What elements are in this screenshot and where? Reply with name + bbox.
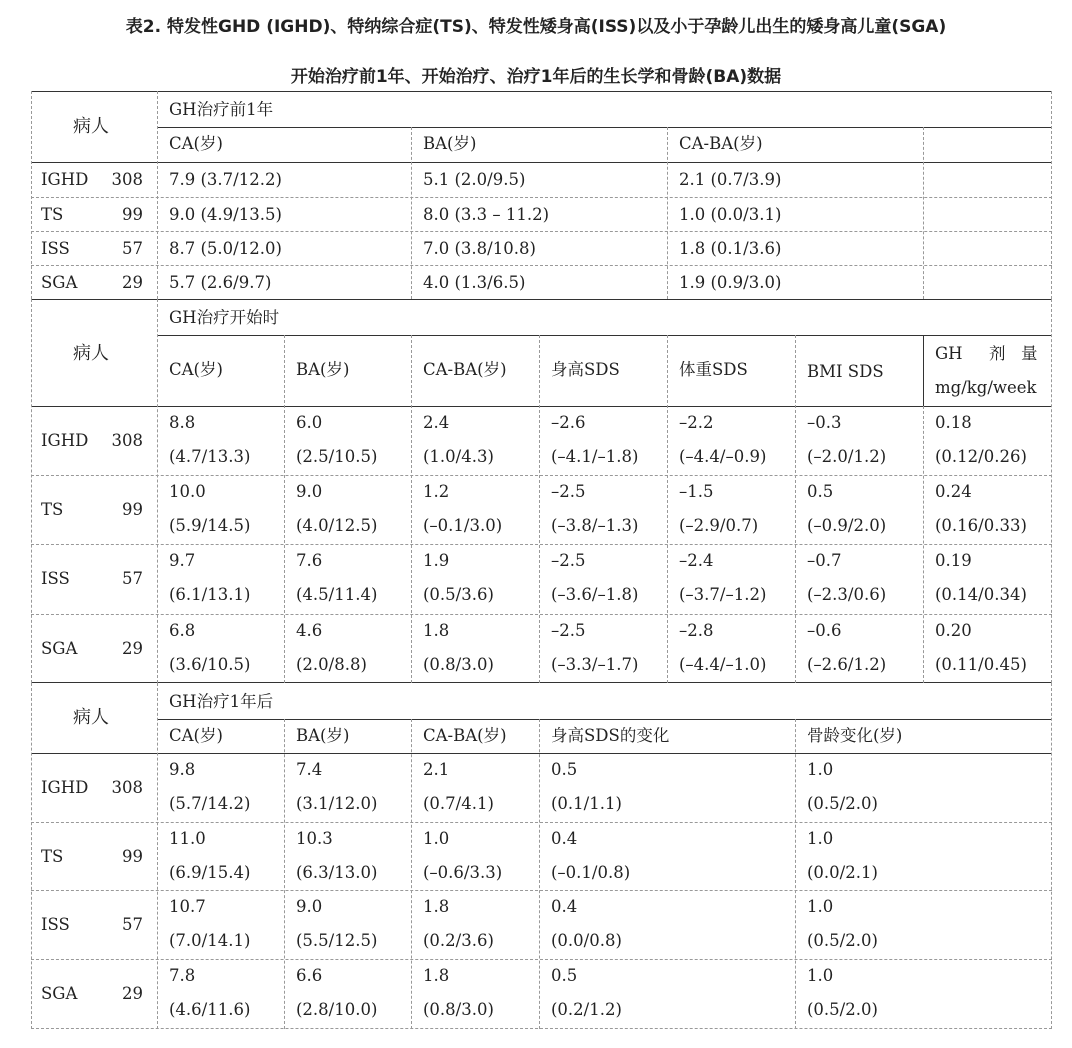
- cell-range: (–2.3/0.6): [807, 585, 887, 604]
- column-header-ca-ba: CA-BA(岁): [423, 360, 507, 379]
- cell-value: 6.8: [169, 621, 196, 640]
- group-name: IGHD: [41, 170, 89, 189]
- cell-range: (6.3/13.0): [296, 863, 378, 882]
- cell-range: (7.0/14.1): [169, 931, 251, 950]
- column-header-bmi-sds: BMI SDS: [807, 362, 884, 381]
- cell-value: 8.7 (5.0/12.0): [169, 239, 282, 258]
- cell-value: 0.4: [551, 897, 578, 916]
- cell-value: 2.4: [423, 413, 450, 432]
- cell-range: (2.0/8.8): [296, 655, 367, 674]
- section-header: GH治疗前1年: [169, 100, 274, 119]
- cell-range: (–2.6/1.2): [807, 655, 887, 674]
- section-header: GH治疗1年后: [169, 692, 274, 711]
- cell-value: –2.8: [679, 621, 714, 640]
- cell-range: (0.2/3.6): [423, 931, 494, 950]
- column-header-ba: BA(岁): [423, 134, 477, 153]
- cell-range: (4.5/11.4): [296, 585, 378, 604]
- cell-value: –2.2: [679, 413, 714, 432]
- cell-range: (–4.1/–1.8): [551, 447, 639, 466]
- group-count: 308: [111, 170, 143, 189]
- cell-range: (0.8/3.0): [423, 1000, 494, 1019]
- group-name: SGA: [41, 639, 78, 658]
- column-header-ca: CA(岁): [169, 134, 223, 153]
- cell-value: 1.0: [807, 829, 834, 848]
- cell-value: 1.0: [423, 829, 450, 848]
- patient-label: 病人: [73, 707, 109, 728]
- cell-value: –2.4: [679, 551, 714, 570]
- cell-value: 1.8: [423, 621, 450, 640]
- cell-value: 5.1 (2.0/9.5): [423, 170, 526, 189]
- cell-value: –0.7: [807, 551, 842, 570]
- cell-range: (2.8/10.0): [296, 1000, 378, 1019]
- group-count: 99: [122, 847, 143, 866]
- cell-range: (–3.7/–1.2): [679, 585, 767, 604]
- cell-range: (–4.4/–1.0): [679, 655, 767, 674]
- cell-value: 8.0 (3.3 – 11.2): [423, 205, 550, 224]
- cell-range: (0.16/0.33): [935, 516, 1027, 535]
- cell-value: 2.1: [423, 760, 450, 779]
- cell-value: 4.6: [296, 621, 323, 640]
- cell-range: (0.5/2.0): [807, 794, 878, 813]
- cell-value: 0.4: [551, 829, 578, 848]
- group-name: IGHD: [41, 431, 89, 450]
- cell-range: (–3.3/–1.7): [551, 655, 639, 674]
- table-title-line1: 表2. 特发性GHD (IGHD)、特纳综合症(TS)、特发性矮身高(ISS)以及小于孕龄儿出生的矮身高儿童(SGA): [125, 17, 947, 37]
- column-header-ba: BA(岁): [296, 360, 350, 379]
- cell-value: 10.0: [169, 482, 206, 501]
- cell-range: (2.5/10.5): [296, 447, 378, 466]
- cell-value: 9.8: [169, 760, 196, 779]
- cell-value: 0.24: [935, 482, 972, 501]
- cell-range: (0.5/3.6): [423, 585, 494, 604]
- cell-range: (5.5/12.5): [296, 931, 378, 950]
- cell-value: –2.5: [551, 551, 586, 570]
- cell-value: 9.0: [296, 482, 323, 501]
- cell-value: 1.8: [423, 897, 450, 916]
- cell-range: (0.5/2.0): [807, 1000, 878, 1019]
- column-header-ca-ba: CA-BA(岁): [679, 134, 763, 153]
- cell-range: (3.6/10.5): [169, 655, 251, 674]
- cell-range: (–4.4/–0.9): [679, 447, 767, 466]
- cell-range: (0.14/0.34): [935, 585, 1027, 604]
- cell-value: 7.9 (3.7/12.2): [169, 170, 282, 189]
- cell-value: 11.0: [169, 829, 206, 848]
- cell-range: (0.11/0.45): [935, 655, 1027, 674]
- group-name: ISS: [41, 239, 70, 258]
- cell-range: (1.0/4.3): [423, 447, 494, 466]
- cell-value: 1.8: [423, 966, 450, 985]
- table-title-line2: 开始治疗前1年、开始治疗、治疗1年后的生长学和骨龄(BA)数据: [290, 67, 782, 87]
- column-header-weight-sds: 体重SDS: [679, 360, 748, 379]
- cell-value: 7.8: [169, 966, 196, 985]
- cell-value: 0.18: [935, 413, 972, 432]
- cell-range: (5.9/14.5): [169, 516, 251, 535]
- cell-range: (–0.1/0.8): [551, 863, 631, 882]
- cell-value: 0.5: [807, 482, 834, 501]
- group-name: SGA: [41, 984, 78, 1003]
- cell-value: 0.19: [935, 551, 972, 570]
- section-header: GH治疗开始时: [169, 308, 280, 327]
- column-header-ca: CA(岁): [169, 726, 223, 745]
- group-name: TS: [41, 205, 64, 224]
- cell-value: 7.4: [296, 760, 323, 779]
- group-name: SGA: [41, 273, 78, 292]
- cell-value: 1.8 (0.1/3.6): [679, 239, 782, 258]
- cell-range: (0.1/1.1): [551, 794, 622, 813]
- group-count: 99: [122, 205, 143, 224]
- cell-value: 7.6: [296, 551, 323, 570]
- cell-value: 9.7: [169, 551, 196, 570]
- cell-range: (–0.1/3.0): [423, 516, 503, 535]
- group-name: TS: [41, 847, 64, 866]
- cell-value: 5.7 (2.6/9.7): [169, 273, 272, 292]
- column-header-bone-age-change: 骨龄变化(岁): [807, 726, 903, 745]
- cell-value: –2.6: [551, 413, 586, 432]
- cell-value: 1.9 (0.9/3.0): [679, 273, 782, 292]
- group-count: 29: [122, 639, 143, 658]
- cell-range: (–0.6/3.3): [423, 863, 503, 882]
- cell-range: (–3.6/–1.8): [551, 585, 639, 604]
- section-treatment-start: 病人 GH治疗开始时 CA(岁) BA(岁) CA-BA(岁) 身高SDS 体重SDS BMI SDS GH 剂 量 mg/kg/week IGHD 308 8.8 (4.7/13.3) 6.0 (2.5/10.5) 2.4 (1.0/4.3) –2.6 (–4.1/–1.8) –2.2 (–4.4/–0.9) –0.3 (–2.0/1.2) 0.18 (0.12/0.26) TS 99 10.0 (5.9/14.5) 9.0 (4.0/12.5) 1.2 (–0.1/3.0) –2.5 (–3.8/–1.3) –1.5 (–2.9/0.7) 0.5 (–0.9/2.0) 0.24 (0.16/0.33) ISS 57 9.7 (6.1/13.1) 7.6 (4.5/11.4) 1.9 (0.5/3.6) –2.5 (–3.6/–1.8) –2.4 (–3.7/–1.2) –0.7 (–2.3/0.6) 0.19 (0.14/0.34) SGA 29 6.8 (3.6/10.5) 4.6 (2.0/8.8) 1.8 (0.8/3.0) –2.5 (–3.3/–1.7) –2.8 (–4.4/–1.0) –0.6 (–2.6/1.2) 0.20 (0.11/0.45): [31, 299, 1052, 683]
- group-count: 308: [111, 431, 143, 450]
- cell-value: 1.0 (0.0/3.1): [679, 205, 782, 224]
- cell-value: –0.6: [807, 621, 842, 640]
- cell-value: 0.5: [551, 760, 578, 779]
- group-name: ISS: [41, 915, 70, 934]
- patient-label: 病人: [73, 343, 109, 364]
- cell-range: (–0.9/2.0): [807, 516, 887, 535]
- cell-range: (0.12/0.26): [935, 447, 1027, 466]
- cell-value: 7.0 (3.8/10.8): [423, 239, 536, 258]
- cell-range: (0.7/4.1): [423, 794, 494, 813]
- cell-range: (6.1/13.1): [169, 585, 251, 604]
- cell-range: (0.0/0.8): [551, 931, 622, 950]
- cell-range: (4.6/11.6): [169, 1000, 251, 1019]
- group-count: 29: [122, 273, 143, 292]
- cell-value: 10.3: [296, 829, 333, 848]
- group-count: 29: [122, 984, 143, 1003]
- cell-value: 2.1 (0.7/3.9): [679, 170, 782, 189]
- cell-value: 4.0 (1.3/6.5): [423, 273, 526, 292]
- group-name: TS: [41, 500, 64, 519]
- column-header-ca: CA(岁): [169, 360, 223, 379]
- cell-range: (0.8/3.0): [423, 655, 494, 674]
- cell-value: 6.0: [296, 413, 323, 432]
- cell-range: (–2.9/0.7): [679, 516, 759, 535]
- group-name: ISS: [41, 569, 70, 588]
- cell-value: –2.5: [551, 482, 586, 501]
- group-count: 308: [111, 778, 143, 797]
- cell-value: 9.0: [296, 897, 323, 916]
- cell-value: 9.0 (4.9/13.5): [169, 205, 282, 224]
- cell-range: (–3.8/–1.3): [551, 516, 639, 535]
- cell-range: (6.9/15.4): [169, 863, 251, 882]
- column-header-ca-ba: CA-BA(岁): [423, 726, 507, 745]
- cell-range: (0.5/2.0): [807, 931, 878, 950]
- column-header-height-sds-change: 身高SDS的变化: [551, 726, 670, 745]
- patient-label: 病人: [73, 116, 109, 137]
- cell-value: 1.2: [423, 482, 450, 501]
- group-count: 57: [122, 915, 143, 934]
- group-count: 99: [122, 500, 143, 519]
- cell-range: (5.7/14.2): [169, 794, 251, 813]
- cell-value: 6.6: [296, 966, 323, 985]
- cell-value: 1.0: [807, 760, 834, 779]
- cell-value: –0.3: [807, 413, 842, 432]
- cell-value: 1.9: [423, 551, 450, 570]
- column-header-height-sds: 身高SDS: [551, 360, 620, 379]
- group-count: 57: [122, 239, 143, 258]
- group-name: IGHD: [41, 778, 89, 797]
- cell-range: (3.1/12.0): [296, 794, 378, 813]
- cell-value: –2.5: [551, 621, 586, 640]
- section-pre-treatment: [31, 91, 1052, 299]
- cell-range: (0.2/1.2): [551, 1000, 622, 1019]
- cell-value: 10.7: [169, 897, 206, 916]
- cell-range: (–2.0/1.2): [807, 447, 887, 466]
- cell-value: –1.5: [679, 482, 714, 501]
- column-header-ba: BA(岁): [296, 726, 350, 745]
- cell-value: 8.8: [169, 413, 196, 432]
- cell-range: (4.0/12.5): [296, 516, 378, 535]
- section-after-one-year: [31, 683, 1052, 1029]
- group-count: 57: [122, 569, 143, 588]
- cell-value: 1.0: [807, 897, 834, 916]
- cell-value: 0.5: [551, 966, 578, 985]
- cell-range: (4.7/13.3): [169, 447, 251, 466]
- cell-value: 1.0: [807, 966, 834, 985]
- cell-range: (0.0/2.1): [807, 863, 878, 882]
- cell-value: 0.20: [935, 621, 972, 640]
